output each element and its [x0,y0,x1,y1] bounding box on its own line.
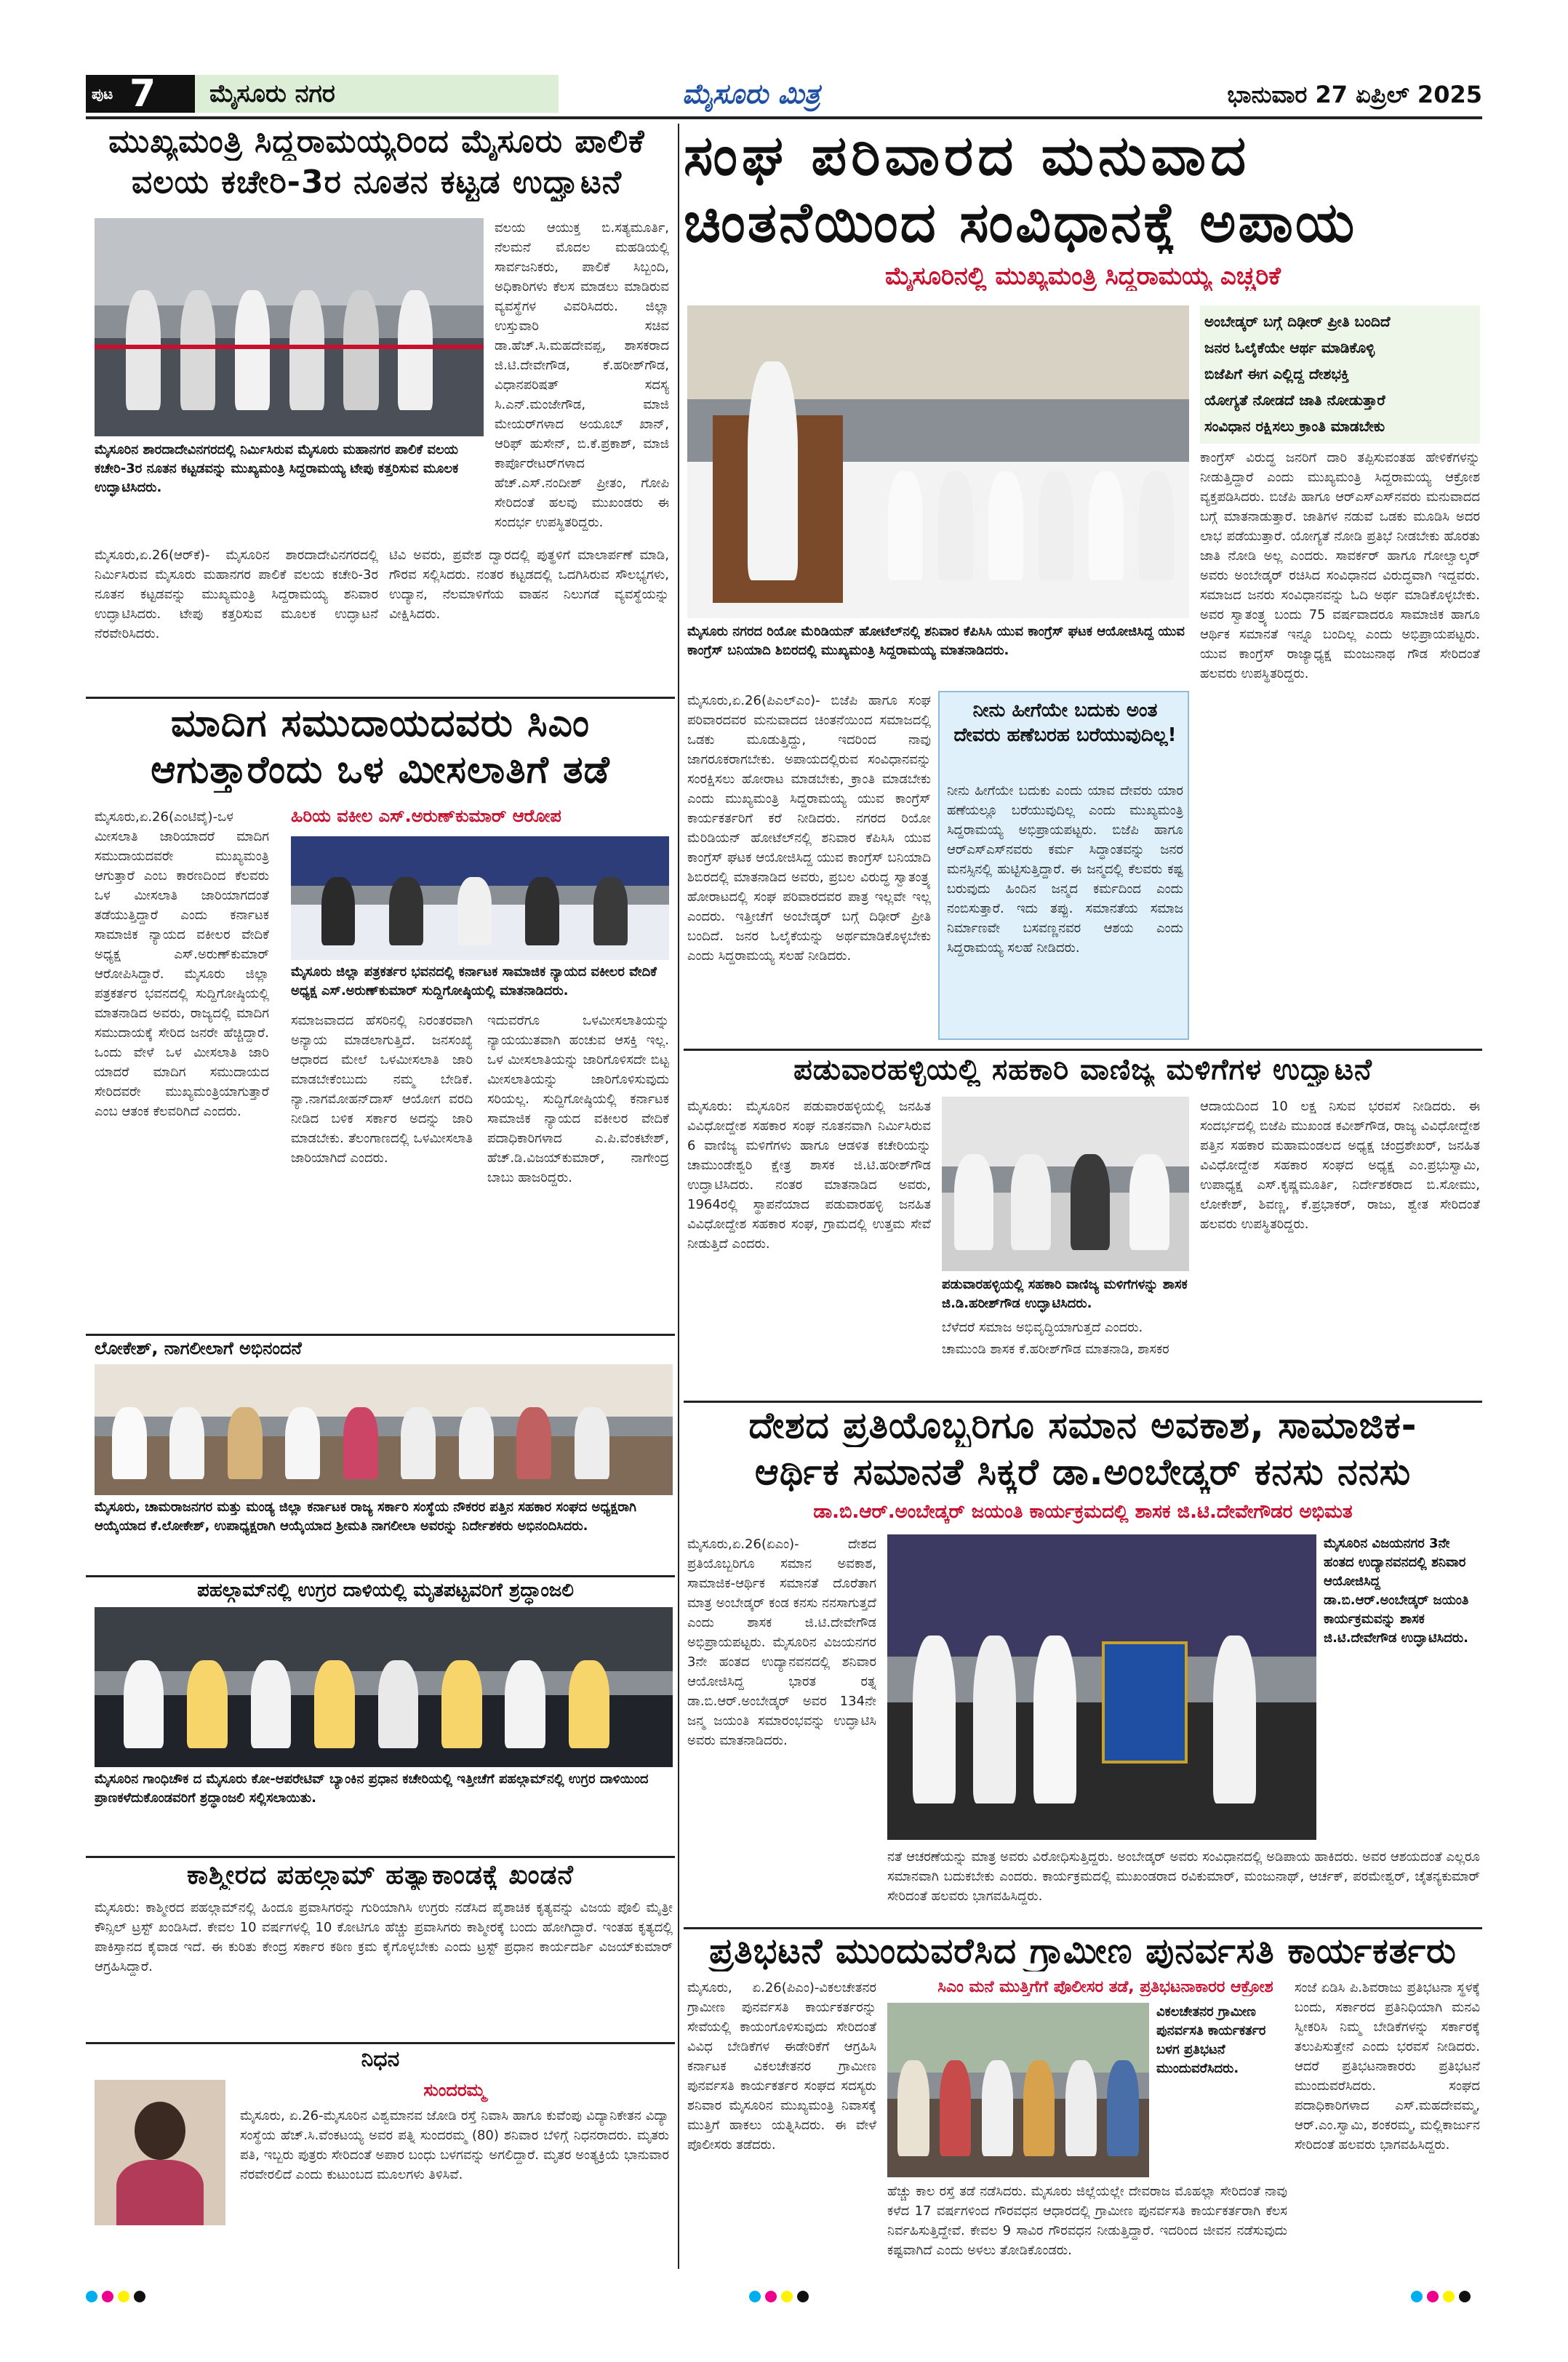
story2-box [938,691,1189,1040]
issue-date: ಭಾನುವಾರ 27 ಏಪ್ರಿಲ್ 2025 [1227,81,1482,108]
obituary-portrait [95,2080,225,2225]
story2-bullets [1200,305,1480,444]
story1-body-bottom-right: ಟಿವಿ ಅವರು, ಪ್ರವೇಶ ದ್ವಾರದಲ್ಲಿ ಪುತ್ಥಳಿಗೆ ಮಾಲಾರ್ಪಣೆ ಮಾಡಿ, ಗೌರವ ಸಲ್ಲಿಸಿದರು. ನಂತರ ಕಟ್ಟಡದಲ್ಲಿ ಒದಗಿಸಿರುವ ಸೌಲಭ್ಯಗಳು, ಉದ್ಯಾನ, ನೆಲಮಾಳಿಗೆಯ ವಾಹನ ನಿಲುಗಡೆ ವ್ಯವಸ್ಥೆಯನ್ನು ವೀಕ್ಷಿಸಿದರು. [389,548,669,622]
page-number: 7 [129,72,156,116]
story5-photo [95,1364,673,1495]
rule-story7 [684,1927,1482,1929]
rule-story4 [684,1401,1482,1403]
story1-headline-line2: ವಲಯ ಕಚೇರಿ-3ರ ನೂತನ ಕಟ್ಟಡ ಉದ್ಘಾಟನೆ [131,164,623,201]
rule-story8 [86,2042,675,2044]
story2-body-col1: ಮೈಸೂರು,ಏ.26(ಪಿಎಲ್‌ಎಂ)- ಬಿಜೆಪಿ ಹಾಗೂ ಸಂಘ ಪರಿವಾರದವರ ಮನುವಾದದ ಚಿಂತನೆಯಿಂದ ಸಮಾಜದಲ್ಲಿ ಒಡಕು ಮೂಡುತ್ತಿದ್ದು, ಇದರಿಂದ ನಾವು ಜಾಗರೂಕರಾಗಬೇಕು. ಅಪಾಯದಲ್ಲಿರುವ ಸಂವಿಧಾನವನ್ನು ಸಂರಕ್ಷಿಸಲು ಹೋರಾಟ ಮಾಡಬೇಕು, ಕ್ರಾಂತಿ ಮಾಡಬೇಕು ಎಂದು ಮುಖ್ಯಮಂತ್ರಿ ಸಿದ್ದರಾಮಯ್ಯ ಯುವ ಕಾಂಗ್ರೆಸ್ ಕಾರ್ಯಕರ್ತರಿಗೆ ಕರೆ ನೀಡಿದರು. ನಗರದ ರಿಯೋ ಮೆರಿಡಿಯನ್ ಹೋಟೆಲ್‌ನಲ್ಲಿ ಶನಿವಾರ ಕೆಪಿಸಿಸಿ ಯುವ ಕಾಂಗ್ರೆಸ್ ಘಟಕ ಆಯೋಜಿಸಿದ್ದ ಯುವ ಕಾಂಗ್ರೆಸ್ ಬನಿಯಾದಿ ಶಿಬಿರದಲ್ಲಿ ಮಾತನಾಡಿದ ಅವರು, ಪ್ರಬಲ ವಿರುದ್ಧ ಸ್ವಾತಂತ್ರ್ಯ ಹೋರಾಟದಲ್ಲಿ ಸಂಘ ಪರಿವಾರದವರ ಪಾತ್ರ ಇಲ್ಲವೇ ಇಲ್ಲ ಎಂದರು. ಇತ್ತೀಚೆಗೆ ಅಂಬೇಡ್ಕರ್ ಬಗ್ಗೆ ದಿಢೀರ್ ಪ್ರೀತಿ ಬಂದಿದೆ. ಜನರ ಓಲೈಕೆಯನ್ನು ಅರ್ಥಮಾಡಿಕೊಳ್ಳಬೇಕು ಎಂದು ಸಿದ್ದರಾಮಯ್ಯ ಸಲಹೆ ನೀಡಿದರು. [687,693,931,964]
story1-photo [95,218,484,436]
story5-caption: ಮೈಸೂರು, ಚಾಮರಾಜನಗರ ಮತ್ತು ಮಂಡ್ಯ ಜಿಲ್ಲಾ ಕರ್ನಾಟಕ ರಾಜ್ಯ ಸರ್ಕಾರಿ ಸಂಸ್ಥೆಯ ನೌಕರರ ಪತ್ತಿನ ಸಹಕಾರ ಸಂಘದ ಅಧ್ಯಕ್ಷರಾಗಿ ಆಯ್ಕೆಯಾದ ಕೆ.ಲೋಕೇಶ್, ಉಪಾಧ್ಯಕ್ಷರಾಗಿ ಆಯ್ಕೆಯಾದ ಶ್ರೀಮತಿ ನಾಗಲೀಲಾ ಅವರನ್ನು ನಿರ್ದೇಶಕರು ಅಭಿನಂದಿಸಿದರು. [95,1500,636,1534]
story2-kicker: ಮೈಸೂರಿನಲ್ಲಿ ಮುಖ್ಯಮಂತ್ರಿ ಸಿದ್ದರಾಮಯ್ಯ ಎಚ್ಚರಿಕೆ [884,262,1281,291]
story3-headline-line2: ಆಗುತ್ತಾರೆಂದು ಒಳ ಮೀಸಲಾತಿಗೆ ತಡೆ [151,749,610,792]
story7-headline-line1: ದೇಶದ ಪ್ರತಿಯೊಬ್ಬರಿಗೂ ಸಮಾನ ಅವಕಾಶ, ಸಾಮಾಜಿಕ- [748,1405,1417,1446]
bullet-4: ಯೋಗ್ಯತೆ ನೋಡದೆ ಜಾತಿ ನೋಡುತ್ತಾರೆ [1204,391,1385,409]
bullet-2: ಜನರ ಓಲೈಕೆಯೇ ಆರ್ಥ ಮಾಡಿಕೊಳ್ಳಿ [1204,339,1375,356]
story9-body-right: ಸಂಜೆ ಏಡಿಸಿ ಪಿ.ಶಿವರಾಜು ಪ್ರತಿಭಟನಾ ಸ್ಥಳಕ್ಕೆ ಬಂದು, ಸರ್ಕಾರದ ಪ್ರತಿನಿಧಿಯಾಗಿ ಮನವಿ ಸ್ವೀಕರಿಸಿ ನಿಮ್ಮ ಬೇಡಿಕೆಗಳನ್ನು ಸರ್ಕಾರಕ್ಕೆ ತಲುಪಿಸುತ್ತೇನೆ ಎಂದು ಭರವಸೆ ನೀಡಿದರು. ಆದರೆ ಪ್ರತಿಭಟನಾಕಾರರು ಪ್ರತಿಭಟನೆ ಮುಂದುವರೆಸಿದರು. ಸಂಘದ ಪದಾಧಿಕಾರಿಗಳಾದ ಎಸ್.ಮಹದೇವಮ್ಮ, ಆರ್.ಎಂ.ಸ್ವಾಮಿ, ಶಂಕರಮ್ಮ, ಮಲ್ಲಿಕಾರ್ಜುನ ಸೇರಿದಂತೆ ಹಲವರು ಭಾಗವಹಿಸಿದ್ದರು. [1295,1980,1480,2153]
story4-caption: ಪಡುವಾರಹಳ್ಳಿಯಲ್ಲಿ ಸಹಕಾರಿ ವಾಣಿಜ್ಯ ಮಳಿಗೆಗಳನ್ನು ಶಾಸಕ ಜಿ.ಡಿ.ಹರೀಶ್‌ಗೌಡ ಉದ್ಘಾಟಿಸಿದರು. [942,1277,1188,1311]
story7-headline-line2: ಆರ್ಥಿಕ ಸಮಾನತೆ ಸಿಕ್ಕರೆ ಡಾ.ಅಂಬೇಡ್ಕರ್ ಕನಸು ನನಸು [754,1452,1412,1493]
story3-body-col3: ಇದುವರೆಗೂ ಒಳಮೀಸಲಾತಿಯನ್ನು ನ್ಯಾಯಯುತವಾಗಿ ಹಂಚುವ ಆಸಕ್ತಿ ಇಲ್ಲ. ಒಳ ಮೀಸಲಾತಿಯನ್ನು ಜಾರಿಗೊಳಿಸದೇ ಬಿಟ್ಟ ಮೀಸಲಾತಿಯನ್ನು ಜಾರಿಗೊಳಿಸುವುದು ಸರಿಯಲ್ಲ. ಸುದ್ದಿಗೋಷ್ಠಿಯಲ್ಲಿ ಕರ್ನಾಟಕ ಸಾಮಾಜಿಕ ನ್ಯಾಯದ ವಕೀಲರ ವೇದಿಕೆ ಪದಾಧಿಕಾರಿಗಳಾದ ಎ.ಪಿ.ವೆಂಕಟೇಶ್, ಹೆಚ್.ಡಿ.ವಿಜಯ್‌ಕುಮಾರ್, ನಾಗೇಂದ್ರ ಬಾಬು ಹಾಜರಿದ್ದರು. [487,1013,669,1185]
story8-headline: ಕಾಶ್ಮೀರದ ಪಹಲ್ಗಾಮ್ ಹತ್ಯಾಕಾಂಡಕ್ಕೆ ಖಂಡನೆ [187,1860,574,1890]
portrait-frame [1102,1641,1188,1764]
bullet-5: ಸಂವಿಧಾನ ರಕ್ಷಿಸಲು ಕ್ರಾಂತಿ ಮಾಡಬೇಕು [1204,417,1385,435]
registration-marks-center [749,2291,836,2305]
bullet-1: ಅಂಬೇಡ್ಕರ್ ಬಗ್ಗೆ ದಿಢೀರ್ ಪ್ರೀತಿ ಬಂದಿದೆ [1204,313,1391,330]
story4-photo [942,1097,1189,1271]
rule-story6 [86,1856,675,1858]
story2-caption: ಮೈಸೂರು ನಗರದ ರಿಯೋ ಮೆರಿಡಿಯನ್ ಹೋಟೆಲ್‌ನಲ್ಲಿ ಶನಿವಾರ ಕೆಪಿಸಿಸಿ ಯುವ ಕಾಂಗ್ರೆಸ್ ಘಟಕ ಆಯೋಜಿಸಿದ್ದ ಯುವ ಕಾಂಗ್ರೆಸ್ ಬನಿಯಾದಿ ಶಿಬಿರದಲ್ಲಿ ಮುಖ್ಯಮಂತ್ರಿ ಸಿದ್ದರಾಮಯ್ಯ ಮಾತನಾಡಿದರು. [687,624,1185,658]
header-rule [86,116,1482,119]
story2-box-title: ನೀನು ಹೀಗೆಯೇ ಬದುಕು ಅಂತ ದೇವರು ಹಣೆಬರಹ ಬರೆಯುವುದಿಲ್ಲ! [953,700,1177,746]
story2-headline-line1: ಸಂಘ ಪರಿವಾರದ ಮನುವಾದ [684,124,1251,188]
story8-body: ಮೈಸೂರು: ಕಾಶ್ಮೀರದ ಪಹಲ್ಗಾಮ್‌ನಲ್ಲಿ ಹಿಂದೂ ಪ್ರವಾಸಿಗರನ್ನು ಗುರಿಯಾಗಿಸಿ ಉಗ್ರರು ನಡೆಸಿದ ಪೈಶಾಚಿಕ ಕೃತ್ಯವನ್ನು ವಿಜಯ ಪೊಲಿ ಮೈತ್ರೀ ಕೌನ್ಸಿಲ್ ಟ್ರಸ್ಟ್ ಖಂಡಿಸಿದೆ. ಕೇವಲ 10 ವರ್ಷಗಳಲ್ಲಿ 10 ಕೋಟಿಗೂ ಹೆಚ್ಚು ಪ್ರವಾಸಿಗರು ಕಾಶ್ಮೀರಕ್ಕೆ ಬಂದು ಹೋಗಿದ್ದಾರೆ. ಇಂತಹ ಕೃತ್ಯದಲ್ಲಿ ಪಾಕಿಸ್ತಾನದ ಕೈವಾಡ ಇದೆ. ಈ ಕುರಿತು ಕೇಂದ್ರ ಸರ್ಕಾರ ಕಠಿಣ ಕ್ರಮ ಕೈಗೊಳ್ಳಬೇಕು ಎಂದು ಟ್ರಸ್ಟ್ ಪ್ರಧಾನ ಕಾರ್ಯದರ್ಶಿ ವಿಜಯ್‌ಕುಮಾರ್ ಆಗ್ರಹಿಸಿದ್ದಾರೆ. [95,1900,673,1974]
obituary-name: ಸುಂದರಮ್ಮ [423,2080,486,2100]
section-band [195,75,559,113]
story3-body-col1: ಮೈಸೂರು,ಏ.26(ಎಂಟಿವೈ)-ಒಳ ಮೀಸಲಾತಿ ಜಾರಿಯಾದರೆ ಮಾದಿಗ ಸಮುದಾಯದವರೇ ಮುಖ್ಯಮಂತ್ರಿ ಆಗುತ್ತಾರೆ ಎಂಬ ಕಾರಣದಿಂದ ಕೆಲವರು ಒಳ ಮೀಸಲಾತಿ ಜಾರಿಯಾಗದಂತೆ ತಡೆಯುತ್ತಿದ್ದಾರೆ ಎಂದು ಕರ್ನಾಟಕ ಸಾಮಾಜಿಕ ನ್ಯಾಯದ ವಕೀಲರ ವೇದಿಕೆ ಅಧ್ಯಕ್ಷ ಎಸ್.ಅರುಣ್‌ಕುಮಾರ್ ಆರೋಪಿಸಿದ್ದಾರೆ. ಮೈಸೂರು ಜಿಲ್ಲಾ ಪತ್ರಕರ್ತರ ಭವನದಲ್ಲಿ ಸುದ್ದಿಗೋಷ್ಠಿಯಲ್ಲಿ ಮಾತನಾಡಿದ ಅವರು, ರಾಜ್ಯದಲ್ಲಿ ಮಾದಿಗ ಸಮುದಾಯಕ್ಕೆ ಸೇರಿದ ಜನರೇ ಹೆಚ್ಚಿದ್ದಾರೆ. ಒಂದು ವೇಳೆ ಒಳ ಮೀಸಲಾತಿ ಜಾರಿ ಯಾದರೆ ಮಾದಿಗ ಸಮುದಾಯದ ಸೇರಿದವರೇ ಮುಖ್ಯಮಂತ್ರಿಯಾಗುತ್ತಾರೆ ಎಂಬ ಆತಂಕ ಕೆಲವರಿಗಿದೆ ಎಂದರು. [95,809,269,1119]
story4-body-right-bottom: ಚಾಮುಂಡಿ ಶಾಸಕ ಕೆ.ಹರೀಶ್‌ಗೌಡ ಮಾತನಾಡಿ, ಶಾಸಕರ [942,1342,1169,1357]
story4-body-left-bottom: ಬೆಳೆದರೆ ಸಮಾಜ ಅಭಿವೃದ್ಧಿಯಾಗುತ್ತದೆ ಎಂದರು. [942,1320,1143,1335]
story3-headline-line1: ಮಾದಿಗ ಸಮುದಾಯದವರು ಸಿಎಂ [170,702,591,745]
story5-headline: ಲೋಕೇಶ್, ನಾಗಲೀಲಾಗೆ ಅಭಿನಂದನೆ [95,1338,302,1358]
story3-caption: ಮೈಸೂರು ಜಿಲ್ಲಾ ಪತ್ರಕರ್ತರ ಭವನದಲ್ಲಿ ಕರ್ನಾಟಕ ಸಾಮಾಜಿಕ ನ್ಯಾಯದ ವಕೀಲರ ವೇದಿಕೆ ಅಧ್ಯಕ್ಷ ಎಸ್.ಅರುಣ್‌ಕುಮಾರ್ ಸುದ್ದಿಗೋಷ್ಠಿಯಲ್ಲಿ ಮಾತನಾಡಿದರು. [291,964,657,998]
rule-story1 [86,697,675,699]
story1-body-bottom-left: ಮೈಸೂರು,ಏ.26(ಆರ್‌ಕೆ)- ಮೈಸೂರಿನ ಶಾರದಾದೇವಿನಗರದಲ್ಲಿ ನಿರ್ಮಿಸಿರುವ ಮೈಸೂರು ಮಹಾನಗರ ಪಾಲಿಕೆ ವಲಯ ಕಚೇರಿ-3ರ ನೂತನ ಕಟ್ಟಡವನ್ನು ಮುಖ್ಯಮಂತ್ರಿ ಸಿದ್ದರಾಮಯ್ಯ ಶನಿವಾರ ಉದ್ಘಾಟಿಸಿದರು. ಟೇಪು ಕತ್ತರಿಸುವ ಮೂಲಕ ಉದ್ಘಾಟನೆ ನೆರವೇರಿಸಿದರು. [95,548,378,641]
story3-kicker: ಹಿರಿಯ ವಕೀಲ ಎಸ್.ಅರುಣ್‌ಕುಮಾರ್ ಆರೋಪ [291,806,561,826]
story6-photo [95,1607,673,1767]
ribbon [95,345,484,349]
story7-photo-caption: ಮೈಸೂರಿನ ವಿಜಯನಗರ 3ನೇ ಹಂತದ ಉದ್ಯಾನವನದಲ್ಲಿ ಶನಿವಾರ ಆಯೋಜಿಸಿದ್ದ ಡಾ.ಬಿ.ಆರ್.ಅಂಬೇಡ್ಕರ್ ಜಯಂತಿ ಕಾರ್ಯಕ್ರಮವನ್ನು ಶಾಸಕ ಜಿ.ಟಿ.ದೇವೇಗೌಡ ಉದ್ಘಾಟಿಸಿದರು. [1324,1536,1469,1646]
story1-body-right: ವಲಯ ಆಯುಕ್ತ ಬಿ.ಸತ್ಯಮೂರ್ತಿ, ನೆಲಮನೆ ಮೊದಲ ಮಹಡಿಯಲ್ಲಿ ಸಾರ್ವಜನಿಕರು, ಪಾಲಿಕೆ ಸಿಬ್ಬಂದಿ, ಅಧಿಕಾರಿಗಳು ಕೆಲಸ ಮಾಡಲು ಮಾಡಿರುವ ವ್ಯವಸ್ಥೆಗಳ ವಿವರಿಸಿದರು. ಜಿಲ್ಲಾ ಉಸ್ತುವಾರಿ ಸಚಿವ ಡಾ.ಹೆಚ್.ಸಿ.ಮಹದೇವಪ್ಪ, ಶಾಸಕರಾದ ಜಿ.ಟಿ.ದೇವೇಗೌಡ, ಕೆ.ಹರೀಶ್‌ಗೌಡ, ವಿಧಾನಪರಿಷತ್ ಸದಸ್ಯ ಸಿ.ಎನ್.ಮಂಜೇಗೌಡ, ಮಾಜಿ ಮೇಯರ್‌ಗಳಾದ ಅಯೂಬ್ ಖಾನ್, ಆರಿಫ್ ಹುಸೇನ್, ಬಿ.ಕೆ.ಪ್ರಕಾಶ್, ಮಾಜಿ ಕಾರ್ಪೊರೇಟರ್‌ಗಳಾದ ಹೆಚ್.ಎಸ್.ನಂದೀಶ್ ಪ್ರೀತಂ, ಗೋಪಿ ಸೇರಿದಂತೆ ಹಲವು ಮುಖಂಡರು ಈ ಸಂದರ್ಭ ಉಪಸ್ಥಿತರಿದ್ದರು. [495,220,669,530]
story2-photo [687,305,1189,618]
story3-photo [291,836,669,960]
section-title: ಮೈಸೂರು ನಗರ [209,79,335,108]
story4-headline: ಪಡುವಾರಹಳ್ಳಿಯಲ್ಲಿ ಸಹಕಾರಿ ವಾಣಿಜ್ಯ ಮಳಿಗೆಗಳ ಉದ್ಘಾಟನೆ [793,1053,1372,1086]
story9-body-left: ಮೈಸೂರು, ಏ.26(ಪಿಎಂ)-ವಿಕಲಚೇತನರ ಗ್ರಾಮೀಣ ಪುನರ್ವಸತಿ ಕಾರ್ಯಕರ್ತರನ್ನು ಸೇವೆಯಲ್ಲಿ ಕಾಯಂಗೊಳಿಸುವುದು ಸೇರಿದಂತೆ ವಿವಿಧ ಬೇಡಿಕೆಗಳ ಈಡೇರಿಕೆಗೆ ಆಗ್ರಹಿಸಿ ಕರ್ನಾಟಕ ವಿಕಲಚೇತನರ ಗ್ರಾಮೀಣ ಪುನರ್ವಸತಿ ಕಾರ್ಯಕರ್ತರ ಸಂಘದ ಸದಸ್ಯರು ಶನಿವಾರ ಮೈಸೂರಿನ ಮುಖ್ಯಮಂತ್ರಿ ನಿವಾಸಕ್ಕೆ ಮುತ್ತಿಗೆ ಹಾಕಲು ಯತ್ನಿಸಿದರು. ಈ ವೇಳೆ ಪೊಲೀಸರು ತಡೆದರು. [687,1980,876,2153]
story7-photo [887,1534,1316,1840]
bullet-3: ಬಿಜೆಪಿಗೆ ಈಗ ಎಲ್ಲಿದ್ದ ದೇಶಭಕ್ತಿ [1204,365,1350,383]
story2-box-body: ನೀನು ಹೀಗೆಯೇ ಬದುಕು ಎಂದು ಯಾವ ದೇವರು ಯಾರ ಹಣೆಯಲ್ಲೂ ಬರೆಯುವುದಿಲ್ಲ ಎಂದು ಮುಖ್ಯಮಂತ್ರಿ ಸಿದ್ದರಾಮಯ್ಯ ಅಭಿಪ್ರಾಯಪಟ್ಟರು. ಬಿಜೆಪಿ ಹಾಗೂ ಆರ್‌ಎಸ್‌ಎಸ್‌ನವರು ಕರ್ಮ ಸಿದ್ಧಾಂತವನ್ನು ಜನರ ಮನಸ್ಸಿನಲ್ಲಿ ಹುಟ್ಟಿಸುತ್ತಿದ್ದಾರೆ. ಈ ಜನ್ಮದಲ್ಲಿ ಕೆಲವರು ಕಷ್ಟ ಬರುವುದು ಹಿಂದಿನ ಜನ್ಮದ ಕರ್ಮದಿಂದ ಎಂದು ನಂಬಿಸುತ್ತಾರೆ. ಇದು ತಪ್ಪು. ಸಮಾನತೆಯ ಸಮಾಜ ನಿರ್ಮಾಣವೇ ಬಸವಣ್ಣನವರ ಆಶಯ ಎಂದು ಸಿದ್ದರಾಮಯ್ಯ ಸಲಹೆ ನೀಡಿದರು. [947,783,1183,956]
obituary-heading: ನಿಧನ [361,2046,400,2072]
story7-body-bottom: ನತೆ ಆಚರಣೆಯನ್ನು ಮಾತ್ರ ಅವರು ವಿರೋಧಿಸುತ್ತಿದ್ದರು. ಅಂಬೇಡ್ಕರ್ ಅವರು ಸಂವಿಧಾನದಲ್ಲಿ ಅಡಿಪಾಯ ಹಾಕಿದರು. ಅವರ ಆಶಯದಂತೆ ಎಲ್ಲರೂ ಸಮಾನವಾಗಿ ಬದುಕಬೇಕು ಎಂದರು. ಕಾರ್ಯಕ್ರಮದಲ್ಲಿ ಮುಖಂಡರಾದ ರವಿಕುಮಾರ್, ಮಂಜುನಾಥ್, ಆರ್ಚಕ್, ಪರಮೇಶ್ವರ್, ಚೈತನ್ಯಕುಮಾರ್ ಸೇರಿದಂತೆ ಹಲವರು ಭಾಗವಹಿಸಿದ್ದರು. [887,1849,1480,1904]
story3-body-col2: ಸಮಾಜವಾದದ ಹೆಸರಿನಲ್ಲಿ ನಿರಂತರವಾಗಿ ಅನ್ಯಾಯ ಮಾಡಲಾಗುತ್ತಿದೆ. ಜನಸಂಖ್ಯೆ ಆಧಾರದ ಮೇಲೆ ಒಳಮೀಸಲಾತಿ ಜಾರಿ ಮಾಡಬೇಕೆಂಬುದು ನಮ್ಮ ಬೇಡಿಕೆ. ನ್ಯಾ.ನಾಗಮೋಹನ್‌ದಾಸ್ ಆಯೋಗ ವರದಿ ನೀಡಿದ ಬಳಿಕ ಸರ್ಕಾರ ಅದನ್ನು ಜಾರಿ ಮಾಡಬೇಕು. ತೆಲಂಗಾಣದಲ್ಲಿ ಒಳಮೀಸಲಾತಿ ಜಾರಿಯಾಗಿದೆ ಎಂದರು. [291,1013,473,1166]
story9-body-bottom: ಹೆಚ್ಚು ಕಾಲ ರಸ್ತೆ ತಡೆ ನಡೆಸಿದರು. ಮೈಸೂರು ಜಿಲ್ಲೆಯಲ್ಲೇ ದೇವರಾಜ ಮೊಹಲ್ಲಾ ಸೇರಿದಂತೆ ನಾವು ಕಳೆದ 17 ವರ್ಷಗಳಿಂದ ಗೌರವಧನ ಆಧಾರದಲ್ಲಿ ಗ್ರಾಮೀಣ ಪುನರ್ವಸತಿ ಕಾರ್ಯಕರ್ತರಾಗಿ ಕೆಲಸ ನಿರ್ವಹಿಸುತ್ತಿದ್ದೇವೆ. ಕೇವಲ 9 ಸಾವಿರ ಗೌರವಧನ ನೀಡುತ್ತಿದ್ದಾರೆ. ಇದರಿಂದ ಜೀವನ ನಡೆಸುವುದು ಕಷ್ಟವಾಗಿದೆ ಎಂದು ಅಳಲು ತೋಡಿಕೊಂಡರು. [887,2184,1287,2258]
story9-photo-caption: ವಿಕಲಚೇತನರ ಗ್ರಾಮೀಣ ಪುನರ್ವಸತಿ ಕಾರ್ಯಕರ್ತರ ಬಳಗ ಪ್ರತಿಭಟನೆ ಮುಂದುವರೆಸಿದರು. [1156,2004,1266,2076]
page-label: ಪುಟ [92,85,113,103]
story7-body-left: ಮೈಸೂರು,ಏ.26(ಏಎಂ)- ದೇಶದ ಪ್ರತಿಯೊಬ್ಬರಿಗೂ ಸಮಾನ ಅವಕಾಶ, ಸಾಮಾಜಿಕ-ಆರ್ಥಿಕ ಸಮಾನತೆ ದೊರೆತಾಗ ಮಾತ್ರ ಅಂಬೇಡ್ಕರ್ ಕಂಡ ಕನಸು ನನಸಾಗುತ್ತದೆ ಎಂದು ಶಾಸಕ ಜಿ.ಟಿ.ದೇವೇಗೌಡ ಅಭಿಪ್ರಾಯಪಟ್ಟರು. ಮೈಸೂರಿನ ವಿಜಯನಗರ 3ನೇ ಹಂತದ ಉದ್ಯಾನವನದಲ್ಲಿ ಶನಿವಾರ ಆಯೋಜಿಸಿದ್ದ ಭಾರತ ರತ್ನ ಡಾ.ಬಿ.ಆರ್.ಅಂಬೇಡ್ಕರ್ ಅವರ 134ನೇ ಜನ್ಮ ಜಯಂತಿ ಸಮಾರಂಭವನ್ನು ಉದ್ಘಾಟಿಸಿ ಅವರು ಮಾತನಾಡಿದರು. [687,1537,876,1748]
header-bar [86,72,1482,116]
story7-kicker: ಡಾ.ಬಿ.ಆರ್.ಅಂಬೇಡ್ಕರ್ ಜಯಂತಿ ಕಾರ್ಯಕ್ರಮದಲ್ಲಿ ಶಾಸಕ ಜಿ.ಟಿ.ದೇವೇಗೌಡರ ಅಭಿಮತ [813,1501,1353,1523]
story2-headline-line2: ಚಿಂತನೆಯಿಂದ ಸಂವಿಧಾನಕ್ಕೆ ಅಪಾಯ [684,191,1357,255]
story2-body-col3: ಕಾಂಗ್ರೆಸ್ ವಿರುದ್ಧ ಜನರಿಗೆ ದಾರಿ ತಪ್ಪಿಸುವಂತಹ ಹೇಳಿಕೆಗಳನ್ನು ನೀಡುತ್ತಿದ್ದಾರೆ ಎಂದು ಮುಖ್ಯಮಂತ್ರಿ ಸಿದ್ದರಾಮಯ್ಯ ಆಕ್ರೋಶ ವ್ಯಕ್ತಪಡಿಸಿದರು. ಬಿಜೆಪಿ ಹಾಗೂ ಆರ್‌ಎಸ್‌ಎಸ್‌ನವರು ಮನುವಾದದ ಬಗ್ಗೆ ಮಾತನಾಡುತ್ತಾರೆ. ಜಾತಿಗಳ ನಡುವೆ ಒಡಕು ಮೂಡಿಸಿ ಅದರ ಲಾಭ ಪಡೆಯುತ್ತಾರೆ. ಯೋಗ್ಯತೆ ನೋಡಿ ಪ್ರತಿಭೆ ನೀಡಬೇಕು ಹೊರತು ಜಾತಿ ನೋಡಿ ಅಲ್ಲ ಎಂದರು. ಸಾವರ್ಕರ್ ಹಾಗೂ ಗೋಲ್ವಾಲ್ಕರ್ ಅವರು ಅಂಬೇಡ್ಕರ್ ರಚಿಸಿದ ಸಂವಿಧಾನದ ವಿರುದ್ಧವಾಗಿ ಇದ್ದವರು. ಸಮಾಜದ ಜನರು ಸಂವಿಧಾನವನ್ನು ಓದಿ ಅರ್ಥ ಮಾಡಿಕೊಳ್ಳಬೇಕು. ಅವರ ಸ್ವಾತಂತ್ರ್ಯ ಬಂದು 75 ವರ್ಷವಾದರೂ ಸಾಮಾಜಿಕ ಹಾಗೂ ಆರ್ಥಿಕ ಸಮಾನತೆ ಇನ್ನೂ ಬಂದಿಲ್ಲ ಎಂದು ಅಭಿಪ್ರಾಯಪಟ್ಟರು. ಯುವ ಕಾಂಗ್ರೆಸ್ ರಾಜ್ಯಾಧ್ಯಕ್ಷ ಮಂಜುನಾಥ ಗೌಡ ಸೇರಿದಂತೆ ಹಲವರು ಉಪಸ್ಥಿತರಿದ್ದರು. [1200,450,1480,681]
page-number-box [86,72,195,116]
story1-headline-line1: ಮುಖ್ಯಮಂತ್ರಿ ಸಿದ್ದರಾಮಯ್ಯರಿಂದ ಮೈಸೂರು ಪಾಲಿಕೆ [108,124,645,160]
rule-story5 [86,1575,675,1577]
story9-headline: ಪ್ರತಿಭಟನೆ ಮುಂದುವರೆಸಿದ ಗ್ರಾಮೀಣ ಪುನರ್ವಸತಿ ಕಾರ್ಯಕರ್ತರು [709,1931,1457,1971]
registration-marks-left [86,2291,173,2305]
story9-kicker: ಸಿಎಂ ಮನೆ ಮುತ್ತಿಗೆಗೆ ಪೊಲೀಸರ ತಡೆ, ಪ್ರತಿಭಟನಾಕಾರರ ಆಕ್ರೋಶ [937,1978,1273,1996]
story1-caption: ಮೈಸೂರಿನ ಶಾರದಾದೇವಿನಗರದಲ್ಲಿ ನಿರ್ಮಿಸಿರುವ ಮೈಸೂರು ಮಹಾನಗರ ಪಾಲಿಕೆ ವಲಯ ಕಚೇರಿ-3ರ ನೂತನ ಕಟ್ಟಡವನ್ನು ಮುಖ್ಯಮಂತ್ರಿ ಸಿದ್ದರಾಮಯ್ಯ ಟೇಪು ಕತ್ತರಿಸುವ ಮೂಲಕ ಉದ್ಘಾಟಿಸಿದರು. [95,442,459,495]
story6-headline: ಪಹಲ್ಗಾಮ್‌ನಲ್ಲಿ ಉಗ್ರರ ದಾಳಿಯಲ್ಲಿ ಮೃತಪಟ್ಟವರಿಗೆ ಶ್ರದ್ಧಾಂಜಲಿ [197,1580,574,1601]
rule-story2 [684,1049,1482,1051]
story6-caption: ಮೈಸೂರಿನ ಗಾಂಧಿಚೌಕ ದ ಮೈಸೂರು ಕೋ-ಆಪರೇಟಿವ್ ಬ್ಯಾಂಕಿನ ಪ್ರಧಾನ ಕಚೇರಿಯಲ್ಲಿ ಇತ್ತೀಚೆಗೆ ಪಹಲ್ಗಾಮ್‌ನಲ್ಲಿ ಉಗ್ರರ ದಾಳಿಯಿಂದ ಪ್ರಾಣಕಳೆದುಕೊಂಡವರಿಗೆ ಶ್ರದ್ಧಾಂಜಲಿ ಸಲ್ಲಿಸಲಾಯಿತು. [95,1772,649,1806]
column-divider [678,124,679,2269]
registration-marks-right [1411,2291,1498,2305]
story4-body-left: ಮೈಸೂರು: ಮೈಸೂರಿನ ಪಡುವಾರಹಳ್ಳಿಯಲ್ಲಿ ಜನಹಿತ ವಿವಿಧೋದ್ದೇಶ ಸಹಕಾರ ಸಂಘ ನೂತನವಾಗಿ ನಿರ್ಮಿಸಿರುವ 6 ವಾಣಿಜ್ಯ ಮಳಿಗೆಗಳು ಹಾಗೂ ಆಡಳಿತ ಕಚೇರಿಯನ್ನು ಚಾಮುಂಡೇಶ್ವರಿ ಕ್ಷೇತ್ರ ಶಾಸಕ ಜಿ.ಟಿ.ಹರೀಶ್‌ಗೌಡ ಉದ್ಘಾಟಿಸಿದರು. ನಂತರ ಮಾತನಾಡಿದ ಅವರು, 1964ರಲ್ಲಿ ಸ್ಥಾಪನೆಯಾದ ಪಡುವಾರಹಳ್ಳಿ ಜನಹಿತ ವಿವಿಧೋದ್ದೇಶ ಸಹಕಾರ ಸಂಘ, ಗ್ರಾಮದಲ್ಲಿ ಉತ್ತಮ ಸೇವೆ ನೀಡುತ್ತಿದೆ ಎಂದರು. [687,1099,931,1252]
story9-photo [887,2003,1149,2177]
story4-body-right: ಆದಾಯದಿಂದ 10 ಲಕ್ಷ ನಿಸುವ ಭರವಸೆ ನೀಡಿದರು. ಈ ಸಂದರ್ಭದಲ್ಲಿ ಬಿಜೆಪಿ ಮುಖಂಡ ಕವೀಶ್‌ಗೌಡ, ರಾಜ್ಯ ವಿವಿಧೋದ್ದೇಶ ಪತ್ತಿನ ಸಹಕಾರ ಮಹಾಮಂಡಲದ ಅಧ್ಯಕ್ಷ ಚಂದ್ರಶೇಖರ್, ಜನಹಿತ ವಿವಿಧೋದ್ದೇಶ ಸಹಕಾರ ಸಂಘದ ಅಧ್ಯಕ್ಷ ಎಂ.ಪ್ರಭುಸ್ವಾಮಿ, ಉಪಾಧ್ಯಕ್ಷ ಎಸ್.ಕೃಷ್ಣಮೂರ್ತಿ, ನಿರ್ದೇಶಕರಾದ ಬಿ.ಸೋಮು, ಲೋಕೇಶ್, ಶಿವಣ್ಣ, ಕೆ.ಪ್ರಭಾಕರ್, ರಾಜು, ಶ್ವೇತ ಸೇರಿದಂತೆ ಹಲವರು ಉಪಸ್ಥಿತರಿದ್ದರು. [1200,1099,1480,1232]
rule-story3 [86,1334,675,1336]
obituary-body: ಮೈಸೂರು, ಏ.26-ಮೈಸೂರಿನ ವಿಶ್ವಮಾನವ ಜೋಡಿ ರಸ್ತೆ ನಿವಾಸಿ ಹಾಗೂ ಕುವೆಂಪು ವಿದ್ಯಾನಿಕೇತನ ವಿದ್ಯಾ ಸಂಸ್ಥೆಯ ಹೆಚ್.ಸಿ.ವೆಂಕಟಯ್ಯ ಅವರ ಪತ್ನಿ ಸುಂದರಮ್ಮ (80) ಶನಿವಾರ ಬೆಳಿಗ್ಗೆ ನಿಧನರಾದರು. ಮೃತರು ಪತಿ, ಇಬ್ಬರು ಪುತ್ರರು ಸೇರಿದಂತೆ ಅಪಾರ ಬಂಧು ಬಳಗವನ್ನು ಅಗಲಿದ್ದಾರೆ. ಮೃತರ ಅಂತ್ಯಕ್ರಿಯೆ ಭಾನುವಾರ ನೆರವೇರಲಿದೆ ಎಂದು ಕುಟುಂಬದ ಮೂಲಗಳು ತಿಳಿಸಿವೆ. [240,2108,669,2182]
masthead-logo: ಮೈಸೂರು ಮಿತ್ರ [682,78,820,110]
